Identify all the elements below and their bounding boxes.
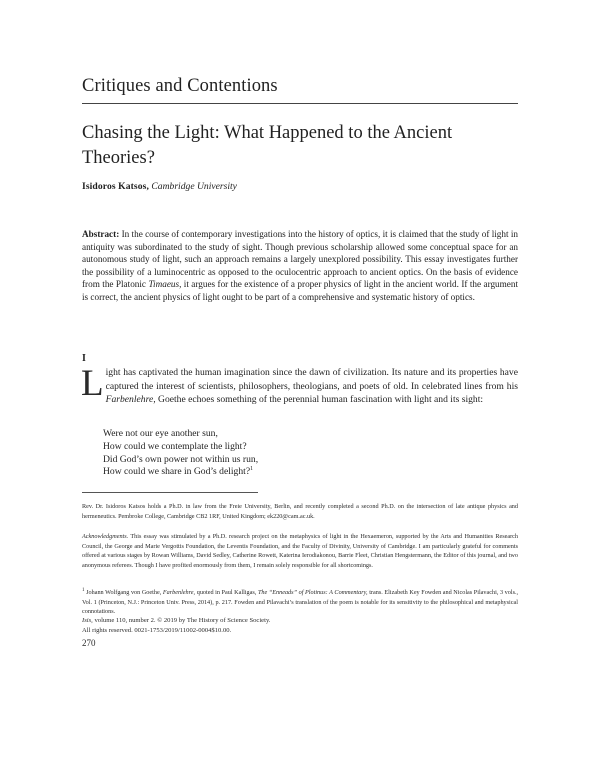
abstract-text: In the course of contemporary investigations into the history of optics, it is claimed that the study of light in antiquity was subordinated to the study of sight. Though previous scholarship allowed some conceptual space for an autonomous study of light, such an approach remains a largely unexplored possibility. This essay investigates further the possibility of a luminocentric as opposed to the oculocentric approach to ancient optics. On the basis of evidence from the Platonic	[82, 229, 519, 290]
journal-info	[82, 616, 270, 636]
drop-cap: L	[81, 363, 104, 404]
intro-text-end: Goethe echoes something of the perennial human fascination with light and its sight:	[158, 394, 484, 406]
intro-text: ight has captivated the human imagination since the dawn of civilization. Its nature and its properties have captured the interest of scientists, philosophers, theologians, and poets of old. In celebrated lines from his	[105, 367, 518, 392]
journal-citation	[82, 616, 270, 626]
abstract	[82, 228, 518, 303]
footnote-work-title: Farbenlehre,	[162, 589, 196, 596]
author-line	[82, 181, 237, 192]
author-name: Isidoros Katsos,	[82, 181, 149, 192]
footnote-marker[interactable]: 1	[250, 466, 254, 473]
abstract-label: Abstract:	[82, 229, 120, 239]
acknowledgments-label: Acknowledgments.	[82, 533, 129, 540]
footnote-text: Johann Wolfgang von Goethe,	[86, 589, 162, 596]
poem-quote	[103, 428, 258, 479]
acknowledgments-note	[82, 532, 518, 571]
section-number: I	[82, 353, 86, 364]
poem-line: How could we contemplate the light?	[103, 440, 247, 452]
article-title: Chasing the Light: What Happened to the Ancient Theories?	[82, 123, 453, 168]
poem-line-text: How could we share in God’s delight?	[103, 466, 251, 478]
journal-name: Isis,	[82, 617, 93, 624]
footnote-text: quoted in Paul Kalligas,	[196, 589, 257, 596]
author-affiliation: Cambridge University	[151, 181, 237, 192]
abstract-text-end: it argues for the existence of a proper physics of light in the ancient world. If the argument is correct, the ancient physics of light ought to be part of a comprehensive and systematic history of optics.	[82, 279, 519, 302]
footnote-rule	[82, 492, 258, 493]
intro-paragraph	[81, 363, 518, 407]
poem-line: Were not our eye another sun,	[103, 428, 218, 439]
footnote-work-title: The “Enneads” of Plotinus: A Commentary,	[257, 589, 368, 596]
journal-rights: All rights reserved. 0021-1753/2019/11002-0004$10.00.	[82, 627, 232, 634]
acknowledgments-text: This essay was stimulated by a Ph.D. research project on the metaphysics of light in the Hexaemeron, supported by the Arts and Humanities Research Council, the George and Marie Vergottis Foundation, the Leventis Foundation, and the Faculty of Divinity, University of Cambridge. I am particularly grateful for comments offered at various stages by Rowan Williams, David Sedley, Catherine Rowett, Katerina Ierodiakonou, Barrie Fleet, Christian Hengstermann, the Editor of this journal, and two anonymous referees. Though I have profited enormously from them, I remain solely responsible for all shortcomings.	[82, 533, 519, 570]
section-heading: Critiques and Contentions	[82, 76, 278, 96]
author-bio-note: Rev. Dr. Isidoros Katsos holds a Ph.D. in law from the Freie University, Berlin, and recently completed a second Ph.D. on the intersection of late antique physics and hermeneutics. Pembroke College, Cambridge CB2 1RF, United Kingdom; ek220@cam.ac.uk.	[82, 503, 518, 520]
poem-line: Did God’s own power not within us run,	[103, 453, 259, 465]
footnote-text: trans. Elizabeth Key Fowden and Nicolas Pilavachi, 3 vols., Vol. 1 (Princeton, N.J.: Princeton Univ. Press, 2014), p. 217. Fowden and Pilavachi’s translation of the poem is notable for its sensitivity to the philosophical and metaphysical connotations.	[82, 589, 519, 616]
footnote-number: 1	[82, 587, 85, 593]
abstract-work-title: Timaeus,	[148, 279, 182, 290]
poem-line	[103, 466, 258, 479]
intro-work-title: Farbenlehre,	[105, 394, 156, 406]
page-number: 270	[82, 638, 96, 648]
journal-citation-text: volume 110, number 2. © 2019 by The History of Science Society.	[94, 617, 271, 624]
section-rule	[82, 103, 518, 104]
footnote-1	[82, 588, 518, 617]
